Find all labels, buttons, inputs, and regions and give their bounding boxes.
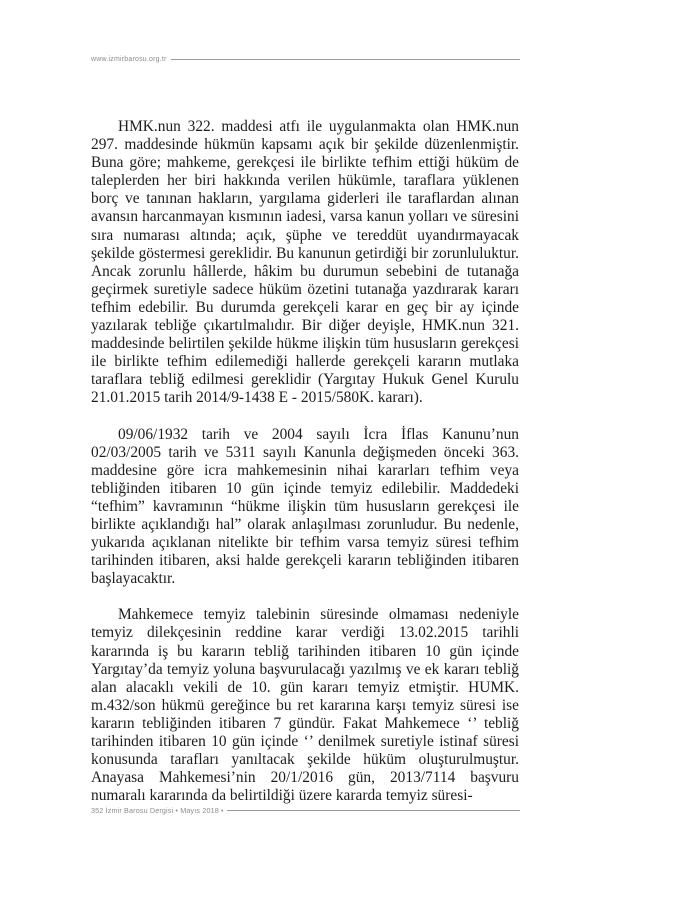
article-body (91, 118, 519, 805)
footer-rule (227, 810, 520, 811)
header-rule (171, 59, 520, 60)
paragraph-3: Mahkemece temyiz talebinin süresinde olmaması nedeniyle temyiz dilekçesinin reddine karar verdiği 13.02.2015 tarihli kararında iş bu kararın tebliğ tarihinden itibaren 10 gün içinde Yargıtay’da temyiz yoluna başvurulacağı yazılmış ve ek kararı tebliğ alan alacaklı vekili de 10. gün kararı temyiz etmiştir. HUMK. m.432/son hükmü gereğince bu ret kararına karşı temyiz süresi ise kararın tebliğinden itibaren 7 gündür. Fakat Mahkemece ‘’ tebliğ tarihinden itibaren 10 gün içinde ‘’ denilmek suretiyle istinaf süresi konusunda tarafları yanıltacak şekilde hüküm oluşturulmuştur. Anayasa Mahkemesi’nin 20/1/2016 gün, 2013/7114 başvuru numaralı kararında da belirtildiği üzere kararda temyiz süresi- (91, 606, 519, 805)
paragraph-2: 09/06/1932 tarih ve 2004 sayılı İcra İflas Kanunu’nun 02/03/2005 tarih ve 5311 sayılı Kanunla değişmeden önceki 363. maddesine göre icra mahkemesinin nihai kararları tefhim veya tebliğinden itibaren 10 gün içinde temyiz edilebilir. Maddedeki “tefhim” kavramının “hükme ilişkin tüm hususların gerekçesi ile birlikte açıklandığı hal” olarak anlaşılması zorunludur. Bu nedenle, yukarıda açıklanan nitelikte bir tefhim varsa temyiz süresi tefhim tarihinden itibaren, aksi halde gerekçeli kararın tebliğinden itibaren başlayacaktır. (91, 425, 519, 588)
page-header (91, 52, 520, 66)
footer-text: 352 İzmir Barosu Dergisi • Mayıs 2018 • (91, 805, 224, 815)
header-url: www.izmirbarosu.org.tr (91, 55, 167, 63)
paragraph-1: HMK.nun 322. maddesi atfı ile uygulanmakta olan HMK.nun 297. maddesinde hükmün kapsamı açık bir şekilde düzenlenmiştir. Buna göre; mahkeme, gerekçesi ile birlikte tefhim ettiği hüküm de taleplerden her biri hakkında verilen hükümle, taraflara yüklenen borç ve tanınan hakların, yargılama giderleri ile taraflardan alınan avansın harcanmayan kısmının iadesi, varsa kanun yolları ve süresini sıra numarası altında; açık, şüphe ve tereddüt uyandırmayacak şekilde göstermesi gereklidir. Bu kanunun getirdiği bir zorunluluktur. Ancak zorunlu hâllerde, hâkim bu durumun sebebini de tutanağa geçirmek suretiyle sadece hüküm özetini tutanağa yazdırarak kararı tefhim edebilir. Bu durumda gerekçeli karar en geç bir ay içinde yazılarak tebliğe çıkartılmalıdır. Bir diğer deyişle, HMK.nun 321. maddesinde belirtilen şekilde hükme ilişkin tüm hususların gerekçesi ile birlikte tefhim edilemediği hallerde gerekçeli kararın mutlaka taraflara tebliğ edilmesi gereklidir (Yargıtay Hukuk Genel Kurulu 21.01.2015 tarih 2014/9-1438 E - 2015/580K. kararı). (91, 118, 519, 407)
page-footer (91, 803, 520, 817)
